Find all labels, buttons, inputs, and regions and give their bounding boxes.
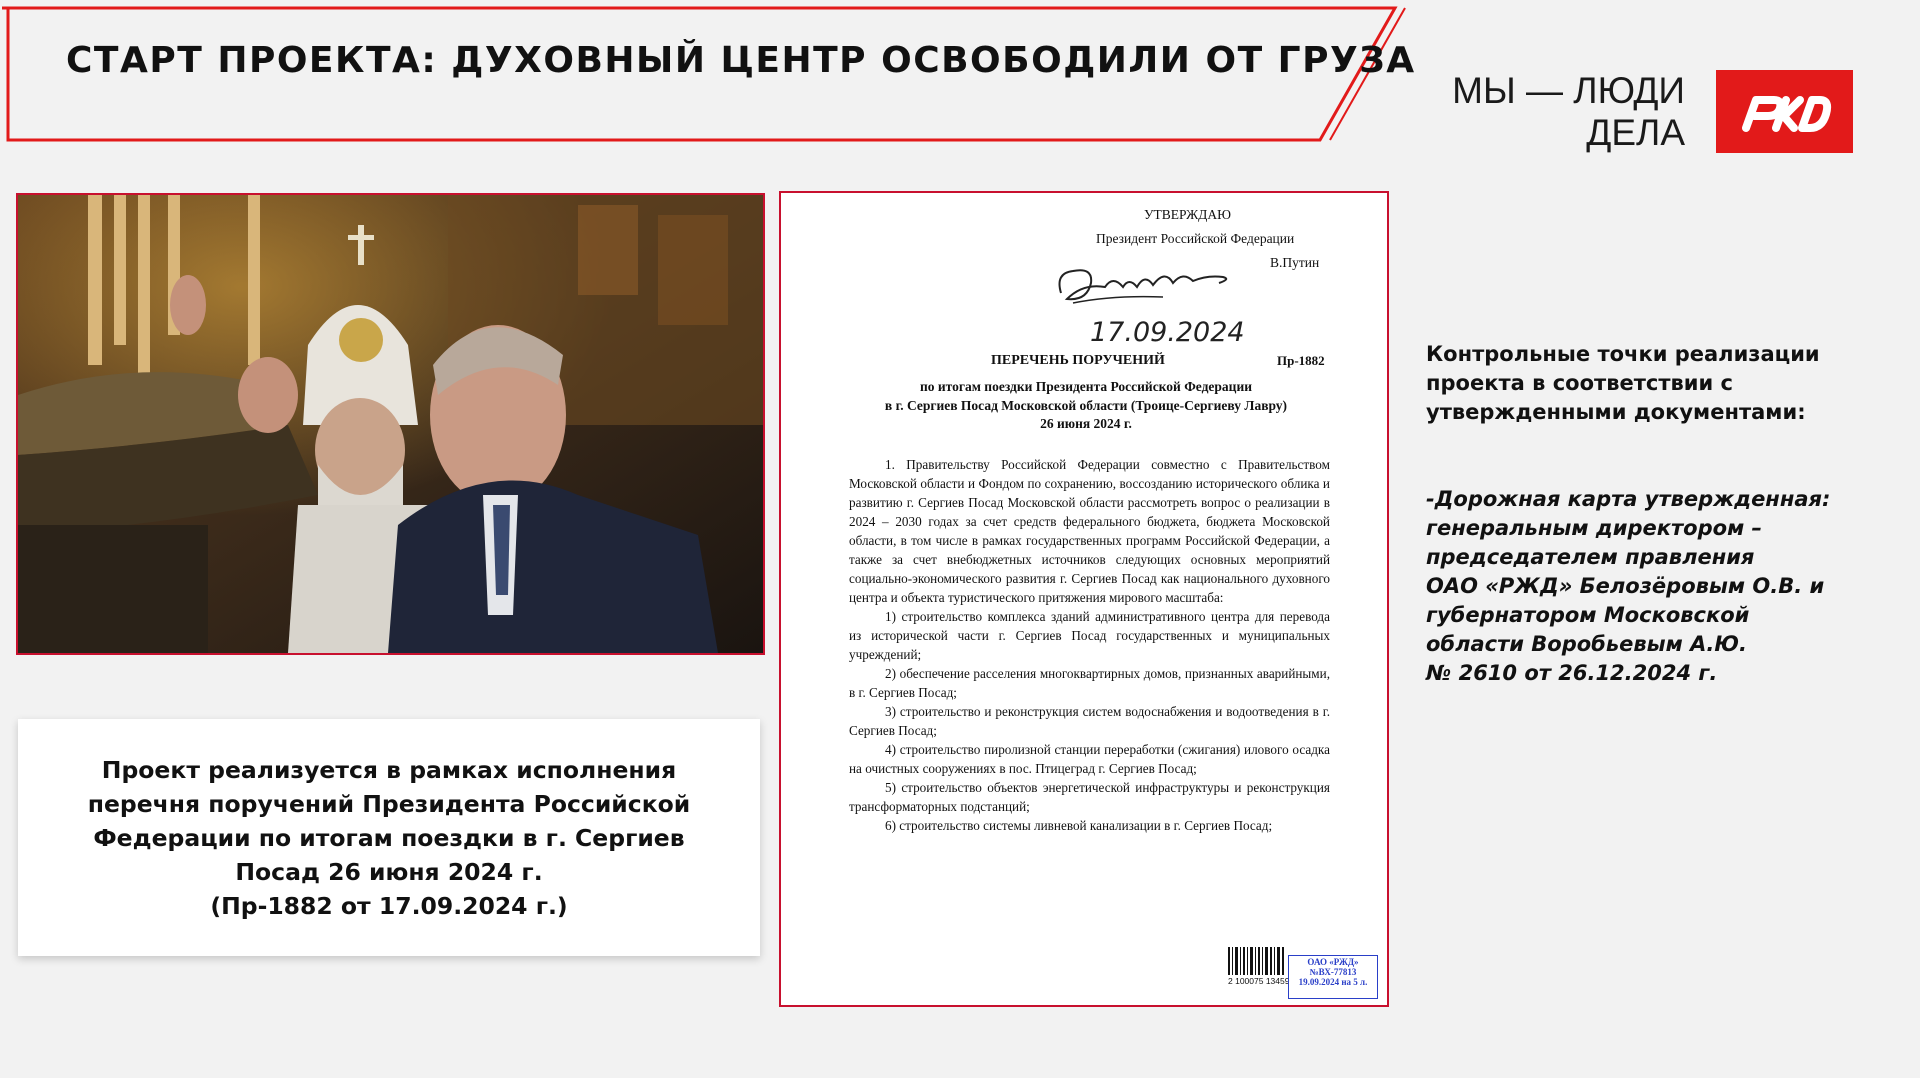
handwritten-date-text: 17.09.2024 [1090,317,1245,348]
roadmap-line: председателем правления [1426,545,1755,569]
doc-paragraph: 3) строительство и реконструкция систем водоснабжения и водоотведения в г. Сергиев Посад; [849,704,1330,738]
doc-signatory: В.Путин [1270,255,1320,270]
checkpoints-line: проекта в соответствии с [1426,371,1733,395]
page-title: СТАРТ ПРОЕКТА: ДУХОВНЫЙ ЦЕНТР ОСВОБОДИЛИ ОТ ГРУЗА [66,40,1416,81]
doc-president-label: Президент Российской Федерации [1096,231,1295,246]
doc-subtitle-line: по итогам поездки Президента Российской Федерации [919,379,1253,394]
roadmap-line: губернатором Московской [1426,603,1750,627]
stamp-line: №ВХ-77813 [1309,967,1357,977]
doc-paragraph: 1) строительство комплекса зданий административного центра для перевода из исторической части г. Сергиев Посад государственных и муниципальных учреждений; [849,609,1330,662]
doc-paragraph: 2) обеспечение расселения многоквартирных домов, признанных аварийными, в г. Сергиев Посад; [849,666,1330,700]
document-scan [779,191,1389,1007]
slogan [1385,70,1685,154]
caption-line: (Пр-1882 от 17.09.2024 г.) [210,891,568,920]
doc-subtitle-line: 26 июня 2024 г. [1040,416,1132,431]
roadmap-line: генеральным директором – [1426,516,1763,540]
doc-paragraph: 5) строительство объектов энергетической инфраструктуры и реконструкция трансформаторных подстанций; [849,780,1330,814]
caption-line: Проект реализуется в рамках исполнения [101,755,677,784]
slogan-line: ДЕЛА [1586,112,1685,153]
doc-paragraph: 1. Правительству Российской Федерации совместно с Правительством Московской области и Фондом по сохранению, воссозданию исторического облика и развитию г. Сергиев Посад Московской области рассмотреть вопрос о реализации в 2024 – 2030 годах за счет средств федерального бюджета, бюджета Московской области, в том числе в рамках государственных программ Российской Федерации, а также за счет внебюджетных источников следующих основных мероприятий социально-экономического развития г. Сергиев Посад как национального духовного центра и объекта туристического притяжения мирового масштаба: [849,457,1330,605]
caption-line: Посад 26 июня 2024 г. [235,857,543,886]
caption-text [59,753,719,923]
slogan-line: МЫ — ЛЮДИ [1452,70,1685,111]
barcode [1228,947,1286,975]
barcode-number: 2 100075 13459 [1228,976,1290,986]
roadmap-line: -Дорожная карта утвержденная: [1426,487,1831,511]
roadmap-line: ОАО «РЖД» Белозёровым О.В. и [1426,574,1825,598]
roadmap-line: № 2610 от 26.12.2024 г. [1426,661,1718,685]
caption-line: перечня поручений Президента Российской [87,789,691,818]
rzd-logo-mark [1716,70,1853,153]
photo [16,193,765,655]
caption-box [18,719,760,956]
doc-paragraph: 6) строительство системы ливневой канализации в г. Сергиев Посад; [885,818,1273,833]
roadmap-text [1426,485,1886,688]
roadmap-line: области Воробьевым А.Ю. [1426,632,1747,656]
doc-title: ПЕРЕЧЕНЬ ПОРУЧЕНИЙ [991,353,1165,368]
photo-image [18,195,763,653]
doc-subtitle-line: в г. Сергиев Посад Московской области (Троице-Сергиеву Лавру) [884,397,1288,413]
handwritten-signature [1053,253,1243,313]
handwritten-date [1086,311,1286,351]
stamp-line: ОАО «РЖД» [1307,957,1359,967]
doc-number: Пр-1882 [1277,353,1325,368]
doc-subtitle [841,378,1331,434]
checkpoints-line: Контрольные точки реализации [1426,342,1820,366]
doc-body [849,455,1330,835]
rzd-logo [1716,70,1853,153]
checkpoints-line: утвержденными документами: [1426,400,1806,424]
checkpoints-heading [1426,340,1886,427]
caption-line: Федерации по итогам поездки в г. Сергиев [93,823,685,852]
stamp-line: 19.09.2024 на 5 л. [1298,977,1368,987]
doc-approve-label: УТВЕРЖДАЮ [1144,207,1232,222]
doc-paragraph: 4) строительство пиролизной станции переработки (сжигания) илового осадка на очистных сооружениях в пос. Птицеград г. Сергиев Посад; [849,742,1330,776]
registration-stamp [1288,955,1378,999]
